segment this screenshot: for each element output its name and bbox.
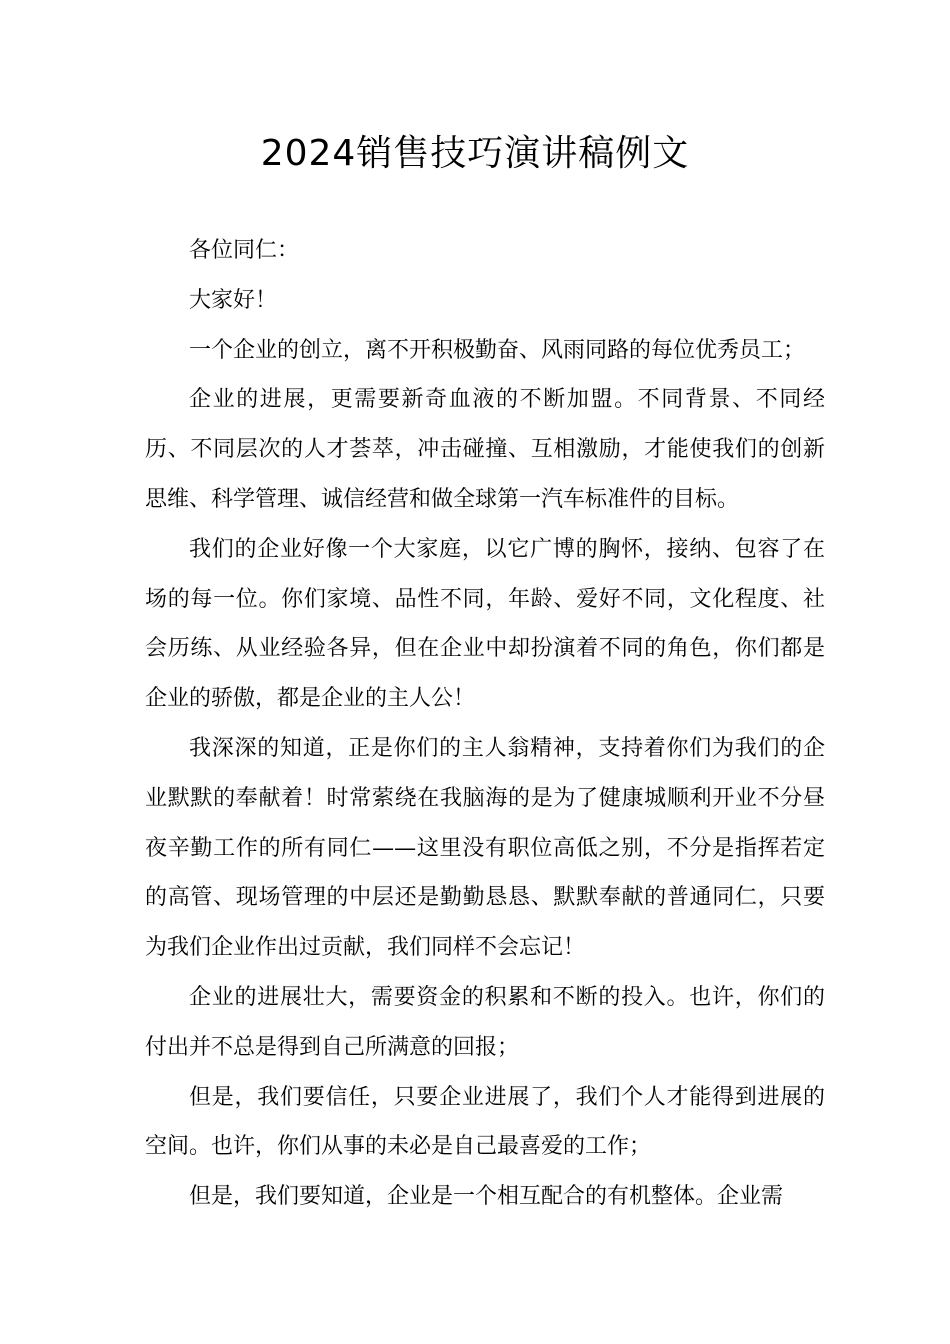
paragraph-6: 我深深的知道，正是你们的主人翁精神，支持着你们为我们的企业默默的奉献着！时常萦绕在我脑海的是为了健康城顺利开业不分昼夜辛勤工作的所有同仁——这里没有职位高低之别，不分是指挥若定的高管、现场管理的中层还是勤勤恳恳、默默奉献的普通同仁，只要为我们企业作出过贡献，我们同样不会忘记！	[145, 735, 825, 961]
paragraph-5: 我们的企业好像一个大家庭，以它广博的胸怀，接纳、包容了在场的每一位。你们家境、品性不同，年龄、爱好不同，文化程度、社会历练、从业经验各异，但在企业中却扮演着不同的角色，你们都是企业的骄傲，都是企业的主人公！	[145, 536, 825, 712]
paragraph-7: 企业的进展壮大，需要资金的积累和不断的投入。也许，你们的付出并不总是得到自己所满意的回报；	[145, 984, 825, 1060]
document-body	[145, 226, 825, 1222]
paragraph-4: 企业的进展，更需要新奇血液的不断加盟。不同背景、不同经历、不同层次的人才荟萃，冲击碰撞、互相激励，才能使我们的创新思维、科学管理、诚信经营和做全球第一汽车标准件的目标。	[145, 387, 825, 512]
paragraph-3: 一个企业的创立，离不开积极勤奋、风雨同路的每位优秀员工；	[189, 337, 806, 363]
document-title: 2024销售技巧演讲稿例文	[260, 133, 690, 174]
paragraph-salutation: 各位同仁：	[189, 238, 300, 263]
paragraph-greeting: 大家好！	[189, 287, 278, 313]
paragraph-9: 但是，我们要知道，企业是一个相互配合的有机整体。企业需	[189, 1184, 784, 1210]
paragraph-8: 但是，我们要信任，只要企业进展了，我们个人才能得到进展的空间。也许，你们从事的未必是自己最喜爱的工作；	[145, 1084, 825, 1160]
